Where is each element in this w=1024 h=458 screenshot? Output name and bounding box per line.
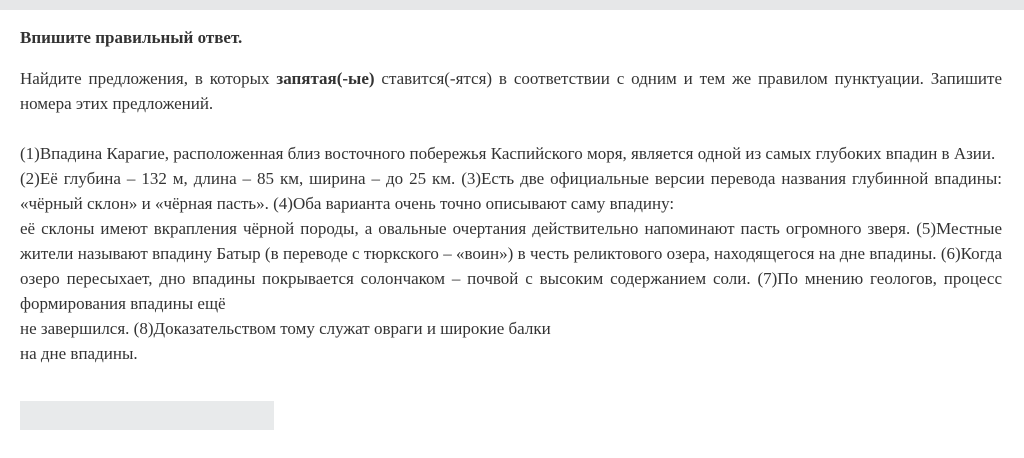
passage-line: не завершился. (8)Доказательством тому служат овраги и широкие балки bbox=[20, 319, 551, 338]
passage-line: её склоны имеют вкрапления чёрной породы, а овальные очертания действительно напоминают пасть огромного зверя. (5)Местные жители называют впадину Батыр (в переводе с тюркского – «воин») в честь реликтового озера, находящегося на дне впадины. (6)Когда озеро пересыхает, дно впадины покрывается солончаком – почвой с высоким содержанием соли. (7)По мнению геологов, процесс формирования впадины ещё bbox=[20, 219, 1002, 313]
task-heading: Впишите правильный ответ. bbox=[20, 28, 243, 47]
instruction-text-end: ставится(-ятся) в соответствии с одним и тем же правилом пунктуации. Запишите номера этих предложений. bbox=[20, 69, 1002, 113]
answer-input[interactable] bbox=[20, 401, 274, 430]
instruction-bold-term: запятая(-ые) bbox=[276, 69, 375, 88]
passage-line: на дне впадины. bbox=[20, 344, 138, 363]
instruction-text-start: Найдите предложения, в которых bbox=[20, 69, 277, 88]
passage-text bbox=[20, 141, 1002, 366]
task-content bbox=[20, 25, 1002, 366]
passage-line: (1)Впадина Карагие, расположенная близ восточного побережья Каспийского моря, является одной из самых глубоких впадин в Азии. bbox=[20, 144, 996, 163]
top-strip bbox=[0, 0, 1024, 10]
passage-line: (2)Её глубина – 132 м, длина – 85 км, ширина – до 25 км. (3)Есть две официальные версии перевода названия глубинной впадины: «чёрный склон» и «чёрная пасть». (4)Оба варианта очень точно описывают саму впадину: bbox=[20, 169, 1002, 213]
task-instruction bbox=[20, 66, 1002, 116]
